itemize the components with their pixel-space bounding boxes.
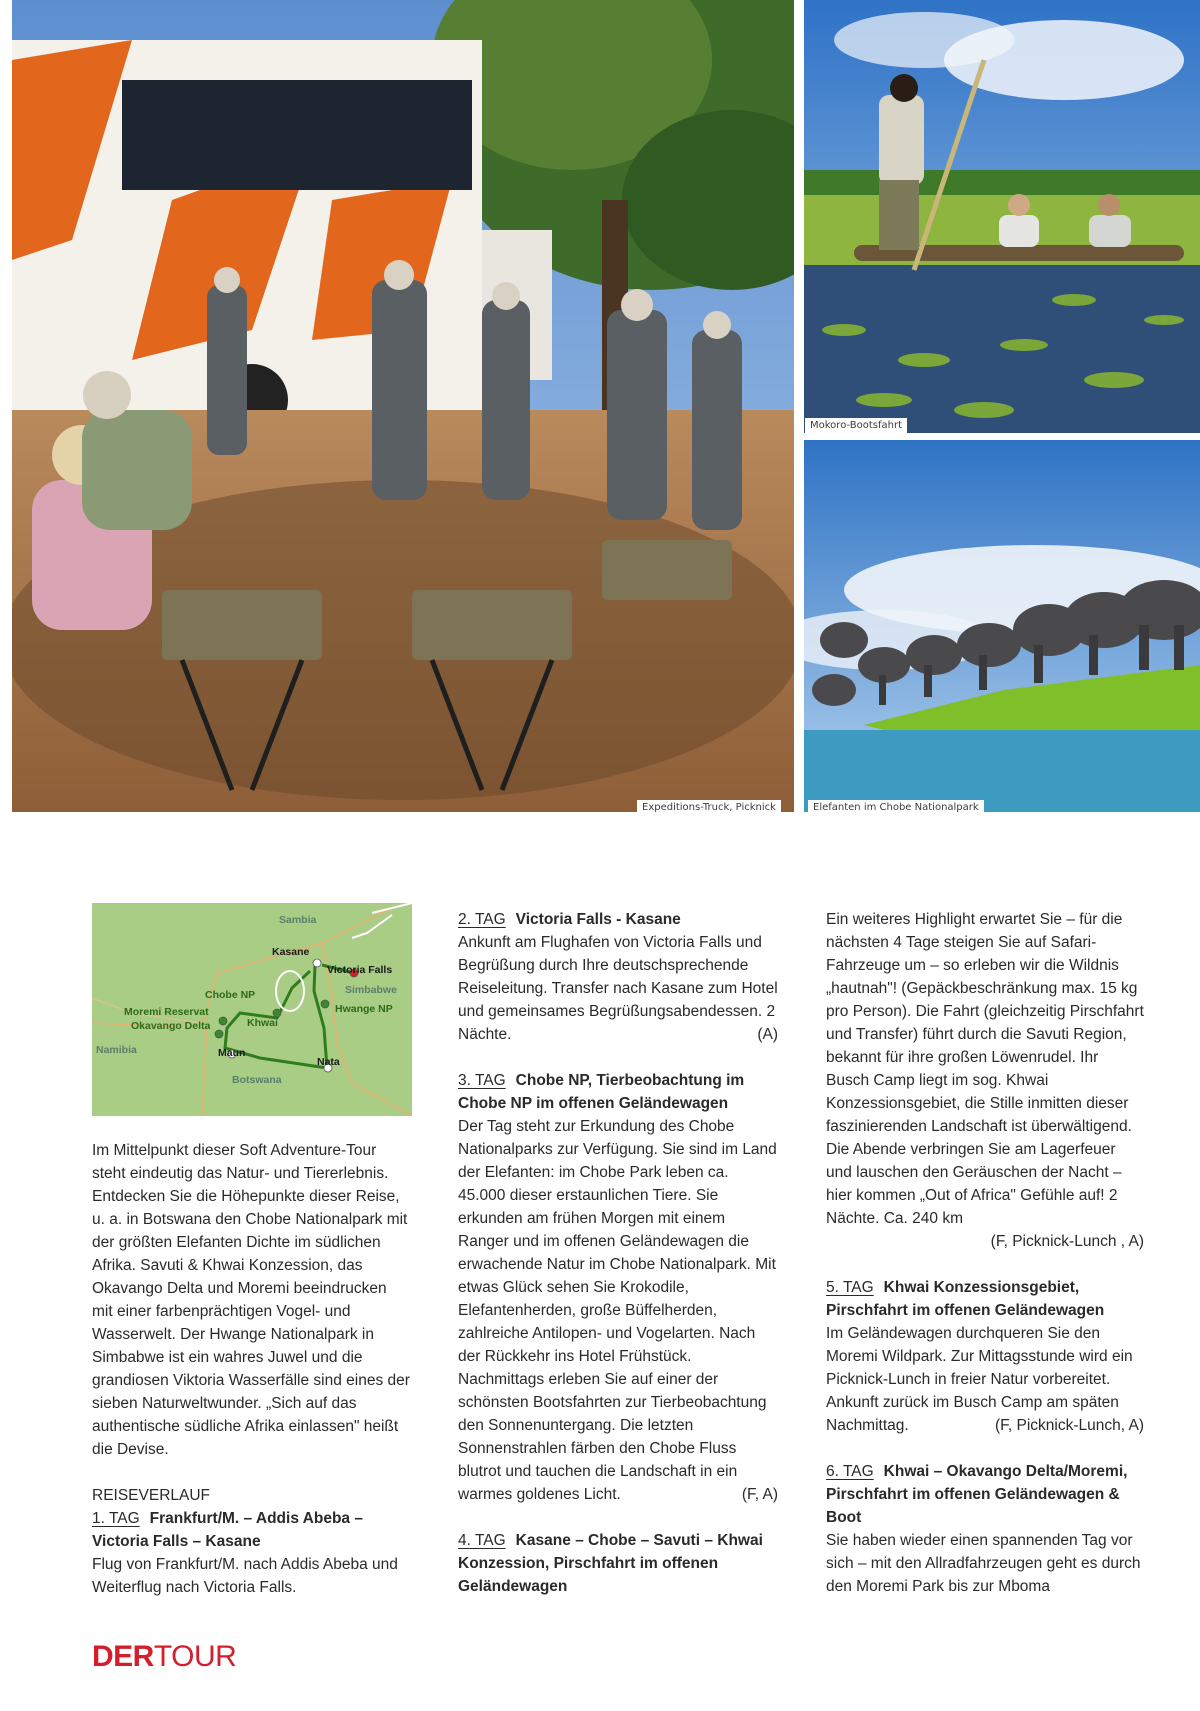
map-label-namibia: Namibia (96, 1044, 137, 1056)
day-1-text: Flug von Frankfurt/M. nach Addis Abeba und Weiterflug nach Victoria Falls. (92, 1556, 398, 1596)
day-2 (458, 908, 778, 1046)
day-4-title: Kasane – Chobe – Savuti – Khwai Konzession, Pirschfahrt im offenen Geländewagen (458, 1532, 763, 1595)
column-1 (92, 1139, 410, 1599)
map-label-victoria-falls: Victoria Falls (327, 964, 393, 976)
photo-expedition-truck (12, 0, 794, 812)
map-label-kasane: Kasane (272, 946, 310, 958)
day-3 (458, 1069, 778, 1506)
map-label-khwai: Khwai (247, 1017, 278, 1029)
caption-expedition-truck: Expeditions-Truck, Picknick (637, 800, 781, 815)
day-5-text: Im Geländewagen durchqueren Sie den Moremi Wildpark. Zur Mittagsstunde wird ein Picknick-Lunch in freier Natur vorbereitet. Ankunft zurück im Busch Camp am späten Nachmittag. (826, 1325, 1133, 1434)
map-label-botswana: Botswana (232, 1074, 282, 1086)
logo-tour: TOUR (153, 1640, 237, 1673)
day-2-text: Ankunft am Flughafen von Victoria Falls und Begrüßung durch Ihre deutschsprechende Reiseleitung. Transfer nach Kasane zum Hotel und gemeinsames Begrüßungsabendessen. 2 Nächte. (458, 934, 778, 1043)
photo-mokoro-boat (804, 0, 1200, 433)
day-3-title: Chobe NP, Tierbeobachtung im Chobe NP im offenen Geländewagen (458, 1072, 745, 1112)
day-4-number: 4. TAG (458, 1532, 506, 1549)
day-3-number: 3. TAG (458, 1072, 506, 1089)
caption-mokoro: Mokoro-Bootsfahrt (805, 418, 907, 433)
day-6-title: Khwai – Okavango Delta/Moremi, Pirschfahrt im offenen Geländewagen & Boot (826, 1463, 1128, 1526)
logo-der: DER (92, 1640, 154, 1673)
day-2-meals: (A) (757, 1026, 778, 1043)
map-label-maun: Maun (218, 1047, 246, 1059)
day-5 (826, 1276, 1144, 1437)
day-1-number: 1. TAG (92, 1510, 140, 1527)
map-label-simbabwe: Simbabwe (345, 984, 397, 996)
day-3-text: Der Tag steht zur Erkundung des Chobe Nationalparks zur Verfügung. Sie sind im Land der Elefanten: im Chobe Park leben ca. 45.000 dieser erstaunlichen Tiere. Sie erkunden am frühen Morgen mit einem Ranger und im offenen Geländewagen die erwachende Natur im Chobe Nationalpark. Mit etwas Glück sehen Sie Krokodile, Elefantenherden, große Büffelherden, zahlreiche Antilopen- und Vogelarten. Nach der Rückkehr ins Hotel Frühstück. Nachmittags erleben Sie auf einer der schönsten Bootsfahrten zur Tierbeobachtung den Sonnenuntergang. Die letzten Sonnenstrahlen färben den Chobe Fluss blutrot und tauchen die Landschaft in ein warmes goldenes Licht. (458, 1118, 777, 1503)
map-label-chobe-np: Chobe NP (205, 989, 256, 1001)
column-3 (826, 908, 1144, 1598)
day-2-title: Victoria Falls - Kasane (515, 911, 681, 928)
photo-elephants (804, 440, 1200, 812)
day-6 (826, 1460, 1144, 1598)
day-5-number: 5. TAG (826, 1279, 874, 1296)
day-1-title: Frankfurt/M. – Addis Abeba – Victoria Falls – Kasane (92, 1510, 363, 1550)
route-map (92, 903, 412, 1116)
day-4-heading (458, 1529, 778, 1598)
dertour-logo (92, 1640, 236, 1674)
day-4-meals: (F, Picknick-Lunch , A) (990, 1233, 1144, 1250)
map-label-hwange-np: Hwange NP (335, 1003, 393, 1015)
caption-elephants: Elefanten im Chobe Nationalpark (808, 800, 984, 815)
day-1 (92, 1507, 410, 1599)
itinerary-heading: REISEVERLAUF (92, 1487, 211, 1504)
map-label-moremi: Moremi Reservat (124, 1006, 209, 1018)
day-6-number: 6. TAG (826, 1463, 874, 1480)
column-2 (458, 908, 778, 1598)
day-3-meals: (F, A) (741, 1486, 778, 1503)
day-6-text: Sie haben wieder einen spannenden Tag vor sich – mit den Allradfahrzeugen geht es durch den Moremi Park bis zur Mboma (826, 1532, 1141, 1595)
day-2-number: 2. TAG (458, 911, 506, 928)
map-label-okavango: Okavango Delta (131, 1020, 211, 1032)
day-5-title: Khwai Konzessionsgebiet, Pirschfahrt im offenen Geländewagen (826, 1279, 1105, 1319)
day-4-text: Ein weiteres Highlight erwartet Sie – für die nächsten 4 Tage steigen Sie auf Safari-Fahrzeuge um – so erleben wir die Wildnis „hautnah"! (Gepäckbeschränkung max. 15 kg pro Person). Die Fahrt (gleichzeitig Pirschfahrt und Transfer) führt durch die Savuti Region, bekannt für ihre großen Löwenrudel. Ihr Busch Camp liegt im sog. Khwai Konzessionsgebiet, die Stille inmitten dieser faszinierenden Landschaft ist überwältigend. Die Abende verbringen Sie am Lagerfeuer und lauschen den Geräuschen der Nacht – hier kommen „Out of Africa" Gefühle auf! 2 Nächte. Ca. 240 km (826, 911, 1144, 1227)
map-label-sambia: Sambia (279, 914, 317, 926)
intro-text: Im Mittelpunkt dieser Soft Adventure-Tour steht eindeutig das Natur- und Tiererlebnis. Entdecken Sie die Höhepunkte dieser Reise, u. a. in Botswana den Chobe Nationalpark mit der größten Elefanten Dichte im südlichen Afrika. Savuti & Khwai Konzession, das Okavango Delta und Moremi beeindrucken mit einer farbenprächtigen Vogel- und Wasserwelt. Der Hwange Nationalpark in Simbabwe ist ein wahres Juwel und die grandiosen Viktoria Wasserfälle sind eines der sieben Naturweltwunder. „Sich auf das authentische südliche Afrika einlassen" heißt die Devise. (92, 1142, 410, 1458)
map-label-nata: Nata (317, 1056, 340, 1068)
day-5-meals: (F, Picknick-Lunch, A) (994, 1417, 1144, 1434)
